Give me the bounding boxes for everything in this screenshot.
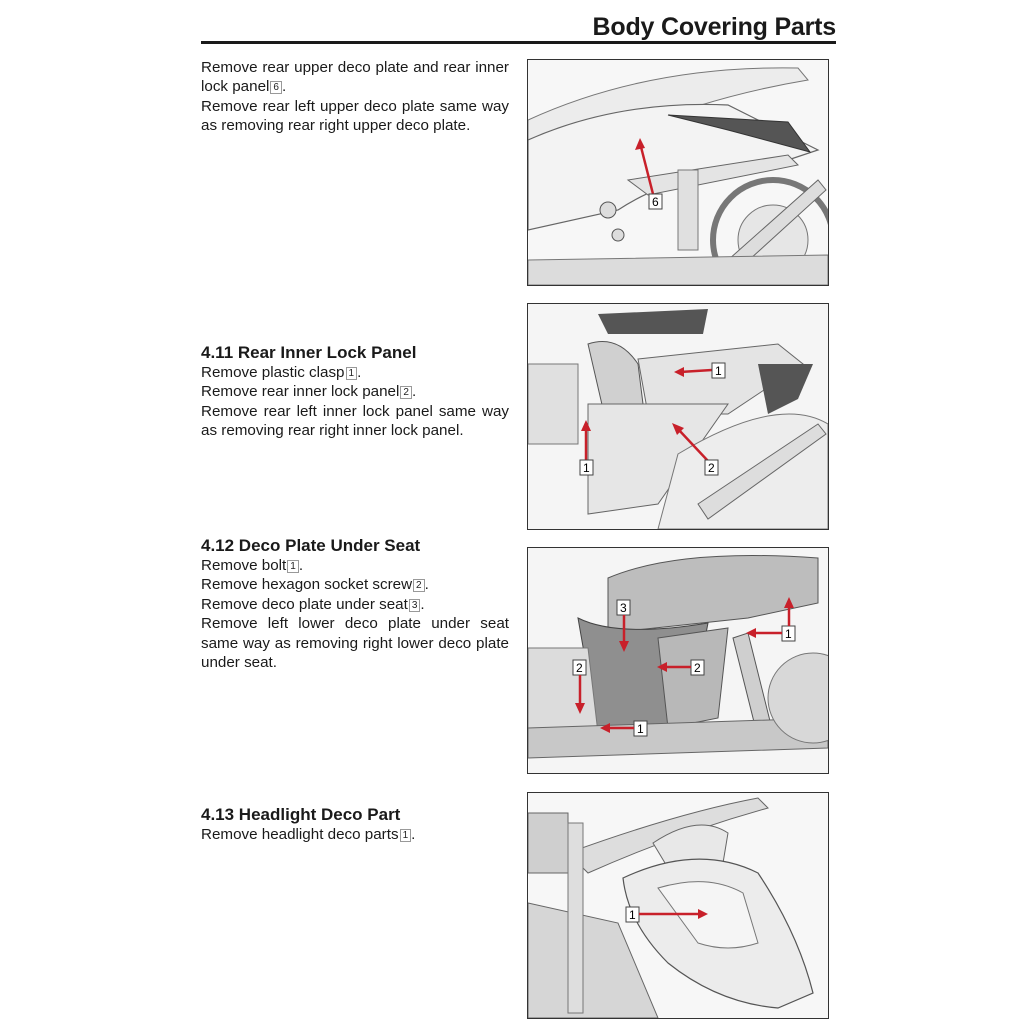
illustration-rear-inner-lock-panel bbox=[528, 304, 828, 529]
illustration-rear-upper-deco bbox=[528, 60, 828, 285]
svg-text:2: 2 bbox=[576, 661, 583, 675]
section-title: 4.12 Deco Plate Under Seat bbox=[201, 536, 421, 555]
callout-badge: 1 bbox=[346, 367, 358, 380]
callout-badge: 2 bbox=[400, 386, 412, 399]
svg-text:2: 2 bbox=[708, 461, 715, 475]
instruction-line: Remove rear upper deco plate and rear inner lock panel 6 . bbox=[201, 59, 509, 96]
svg-text:3: 3 bbox=[620, 601, 627, 615]
svg-text:1: 1 bbox=[637, 722, 644, 736]
header-divider bbox=[201, 41, 836, 44]
svg-text:1: 1 bbox=[629, 908, 636, 922]
section-4-11 bbox=[201, 343, 509, 441]
svg-text:6: 6 bbox=[652, 195, 659, 209]
instruction-line: Remove left lower deco plate under seat same way as removing right lower deco plate under seat. bbox=[201, 615, 509, 672]
callout-badge: 2 bbox=[413, 579, 425, 592]
instruction-line: Remove rear left inner lock panel same way as removing rear right inner lock panel. bbox=[201, 402, 509, 440]
instruction-line: Remove deco plate under seat 3 . bbox=[201, 595, 425, 613]
section-title: 4.11 Rear Inner Lock Panel bbox=[201, 343, 417, 362]
illustration-deco-plate-under-seat bbox=[528, 548, 828, 773]
callout-badge: 3 bbox=[409, 599, 421, 612]
callout-badge: 6 bbox=[270, 81, 282, 94]
instruction-line: Remove bolt 1 . bbox=[201, 557, 304, 574]
section-4-12 bbox=[201, 536, 509, 672]
instruction-line: Remove plastic clasp 1 . bbox=[201, 364, 362, 381]
instruction-line: Remove rear left upper deco plate same way as removing rear right upper deco plate. bbox=[201, 97, 509, 135]
section-rear-upper-deco-plate bbox=[201, 58, 509, 136]
instruction-line: Remove hexagon socket screw 2 . bbox=[201, 576, 429, 594]
svg-text:2: 2 bbox=[694, 661, 701, 675]
figure-deco-plate-under-seat bbox=[527, 547, 829, 774]
instruction-line: Remove headlight deco parts 1 . bbox=[201, 826, 416, 843]
svg-text:1: 1 bbox=[785, 627, 792, 641]
callout-badge: 1 bbox=[287, 560, 299, 573]
figure-headlight-deco-part bbox=[527, 792, 829, 1019]
page-title: Body Covering Parts bbox=[592, 13, 836, 41]
figure-rear-upper-deco-plate bbox=[527, 59, 829, 286]
instruction-line: Remove rear inner lock panel 2 . bbox=[201, 383, 417, 401]
figure-rear-inner-lock-panel bbox=[527, 303, 829, 530]
svg-text:1: 1 bbox=[715, 364, 722, 378]
svg-text:1: 1 bbox=[583, 461, 590, 475]
section-4-13 bbox=[201, 805, 509, 844]
section-title: 4.13 Headlight Deco Part bbox=[201, 805, 401, 824]
callout-badge: 1 bbox=[400, 829, 412, 842]
illustration-headlight-deco-part bbox=[528, 793, 828, 1018]
